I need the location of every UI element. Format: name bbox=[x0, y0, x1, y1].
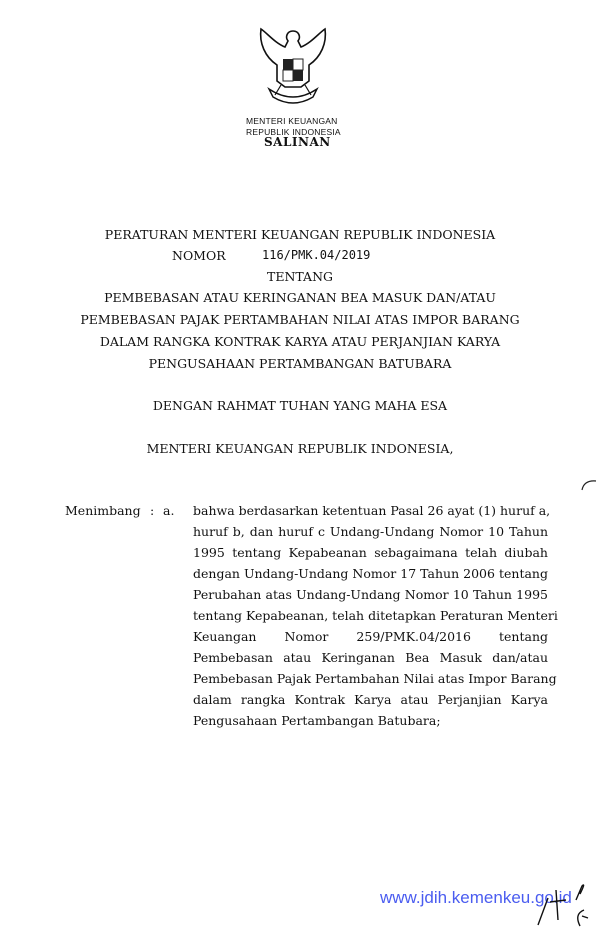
menimbang-line: Pengusahaan Pertambangan Batubara; bbox=[193, 713, 441, 728]
menimbang-line: huruf b, dan huruf c Undang-Undang Nomor 10 Tahun bbox=[193, 524, 548, 539]
country-name: REPUBLIK INDONESIA bbox=[246, 127, 341, 137]
regulation-title: PERATURAN MENTERI KEUANGAN REPUBLIK INDONESIA bbox=[104, 227, 496, 242]
rahmat-line: DENGAN RAHMAT TUHAN YANG MAHA ESA bbox=[152, 398, 448, 413]
menimbang-colon: : bbox=[150, 503, 155, 518]
subject-line: PEMBEBASAN ATAU KERINGANAN BEA MASUK DAN/ATAU bbox=[104, 290, 496, 305]
menimbang-line: Keuangan Nomor 259/PMK.04/2016 tentang bbox=[193, 629, 548, 644]
menimbang-line: Perubahan atas Undang-Undang Nomor 10 Tahun 1995 bbox=[193, 587, 548, 602]
ministry-name: MENTERI KEUANGAN bbox=[246, 116, 338, 126]
salinan-stamp: SALINAN bbox=[264, 135, 331, 149]
menimbang-line: Pembebasan atau Keringanan Bea Masuk dan/atau bbox=[193, 650, 548, 665]
paraf-signature-icon bbox=[530, 880, 600, 930]
subject-line: DALAM RANGKA KONTRAK KARYA ATAU PERJANJIAN KARYA bbox=[99, 334, 501, 349]
subject-line: PEMBEBASAN PAJAK PERTAMBAHAN NILAI ATAS IMPOR BARANG bbox=[80, 312, 520, 327]
menimbang-line: Pembebasan Pajak Pertambahan Nilai atas Impor Barang bbox=[193, 671, 557, 686]
subject-line: PENGUSAHAAN PERTAMBANGAN BATUBARA bbox=[148, 356, 452, 371]
garuda-emblem-icon bbox=[255, 25, 331, 107]
menimbang-line: bahwa berdasarkan ketentuan Pasal 26 ayat (1) huruf a, bbox=[193, 503, 551, 518]
menimbang-line: 1995 tentang Kepabeanan sebagaimana telah diubah bbox=[193, 545, 548, 560]
nomor-value: 116/PMK.04/2019 bbox=[262, 248, 371, 262]
watermark-link[interactable]: www.jdih.kemenkeu.go.id bbox=[380, 888, 572, 907]
menimbang-line: dalam rangka Kontrak Karya atau Perjanjian Karya bbox=[193, 692, 548, 707]
menteri-line: MENTERI KEUANGAN REPUBLIK INDONESIA, bbox=[146, 441, 454, 456]
tentang-label: TENTANG bbox=[266, 269, 333, 284]
menimbang-line: dengan Undang-Undang Nomor 17 Tahun 2006 tentang bbox=[193, 566, 548, 581]
menimbang-line: tentang Kepabeanan, telah ditetapkan Peraturan Menteri bbox=[193, 608, 558, 623]
margin-mark-icon bbox=[578, 478, 598, 494]
nomor-label: NOMOR bbox=[172, 248, 226, 263]
item-letter: a. bbox=[163, 503, 175, 518]
menimbang-label: Menimbang bbox=[65, 503, 141, 518]
